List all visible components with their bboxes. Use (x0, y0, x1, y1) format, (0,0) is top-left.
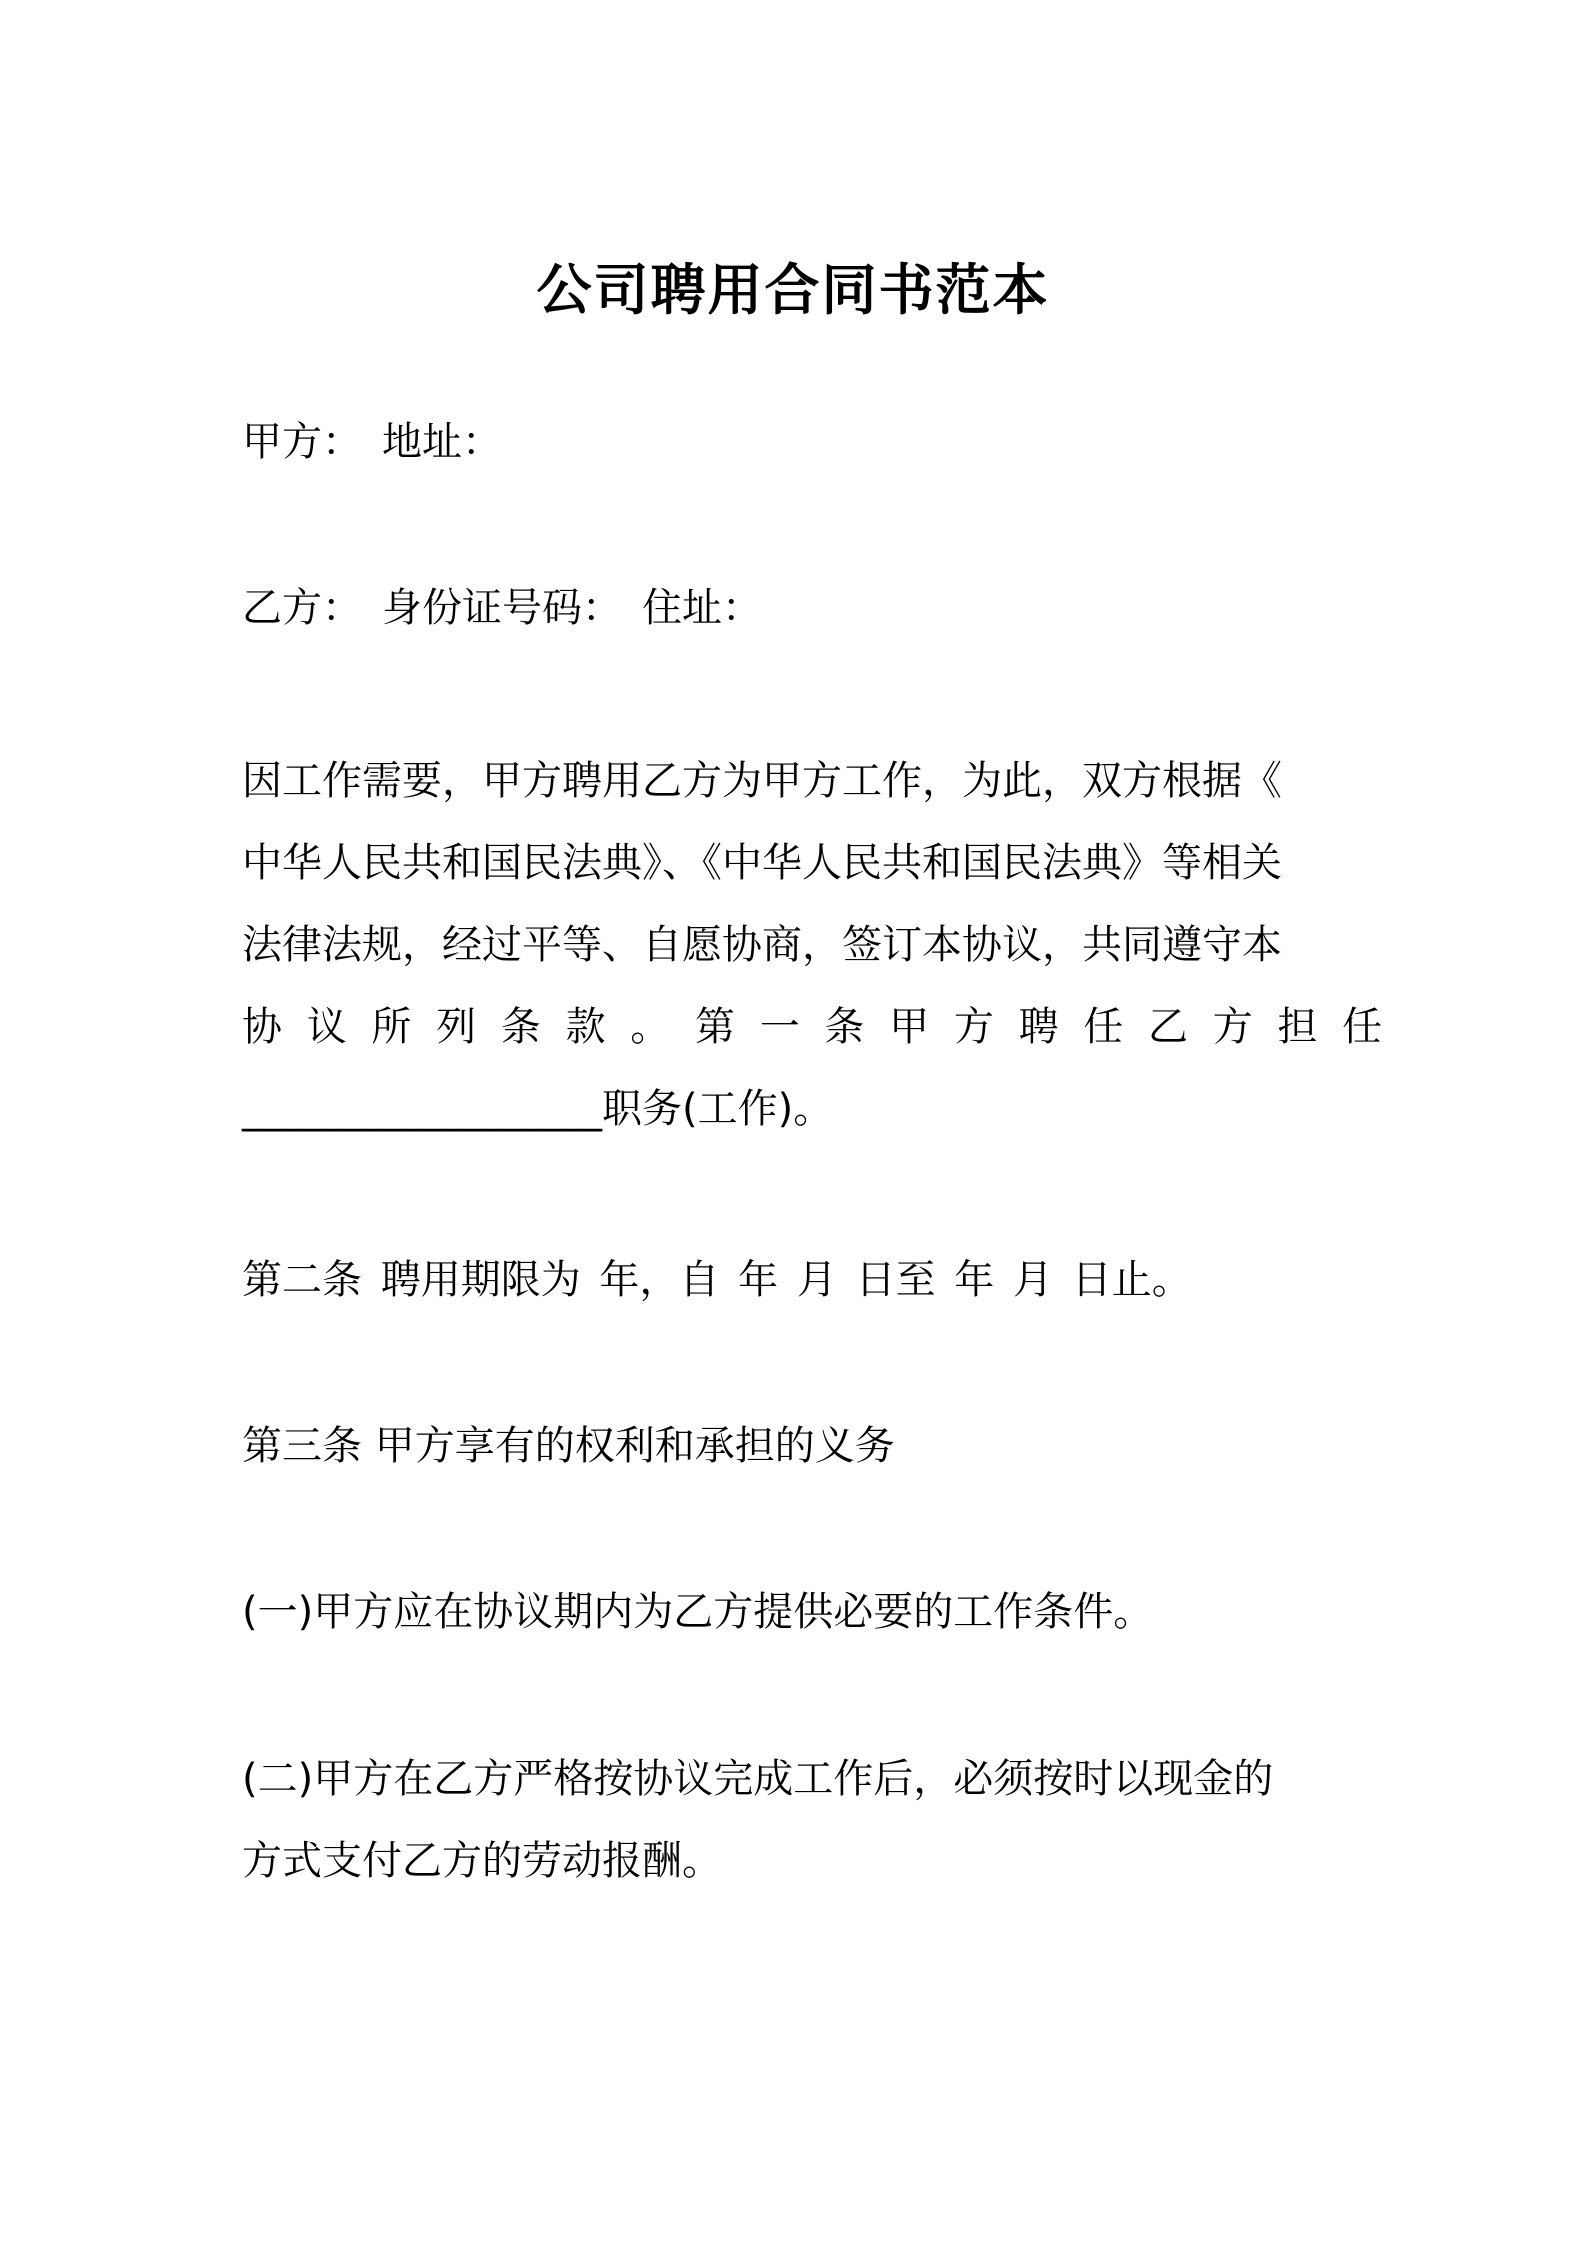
preamble-line-1: 因工作需要，甲方聘用乙方为甲方工作，为此，双方根据《 (242, 758, 1282, 804)
article-3-item-2 (242, 1738, 1352, 1902)
party-b-id-label: 身份证号码： (382, 585, 622, 631)
preamble-line-2: 中华人民共和国民法典》、《中华人民共和国民法典》等相关 (242, 840, 1282, 886)
party-a-line (242, 414, 502, 470)
party-b-label: 乙方： (242, 585, 362, 631)
party-a-label: 甲方： (242, 419, 362, 465)
party-b-line (242, 580, 762, 636)
party-a-address-label: 地址： (382, 419, 502, 465)
preamble-line-3: 法律法规，经过平等、自愿协商，签订本协议，共同遵守本 (242, 922, 1282, 968)
article-3: 第三条 甲方享有的权利和承担的义务 (242, 1423, 895, 1469)
preamble-paragraph (242, 740, 1389, 1150)
document-title: 公司聘用合同书范本 (536, 258, 1050, 322)
preamble-line-5: __________________职务(工作)。 (242, 1086, 834, 1132)
preamble-line-4: 协 议 所 列 条 款 。 第 一 条 甲 方 聘 任 乙 方 担 任 (242, 1004, 1389, 1050)
item-2-line-1: (二)甲方在乙方严格按协议完成工作后，必须按时以现金的 (242, 1756, 1274, 1802)
article-2: 第二条 聘用期限为 年，自 年 月 日至 年 月 日止。 (242, 1257, 1192, 1303)
item-2-line-2: 方式支付乙方的劳动报酬。 (242, 1838, 722, 1884)
party-b-address-label: 住址： (642, 585, 762, 631)
article-3-item-1: (一)甲方应在协议期内为乙方提供必要的工作条件。 (242, 1589, 1154, 1635)
